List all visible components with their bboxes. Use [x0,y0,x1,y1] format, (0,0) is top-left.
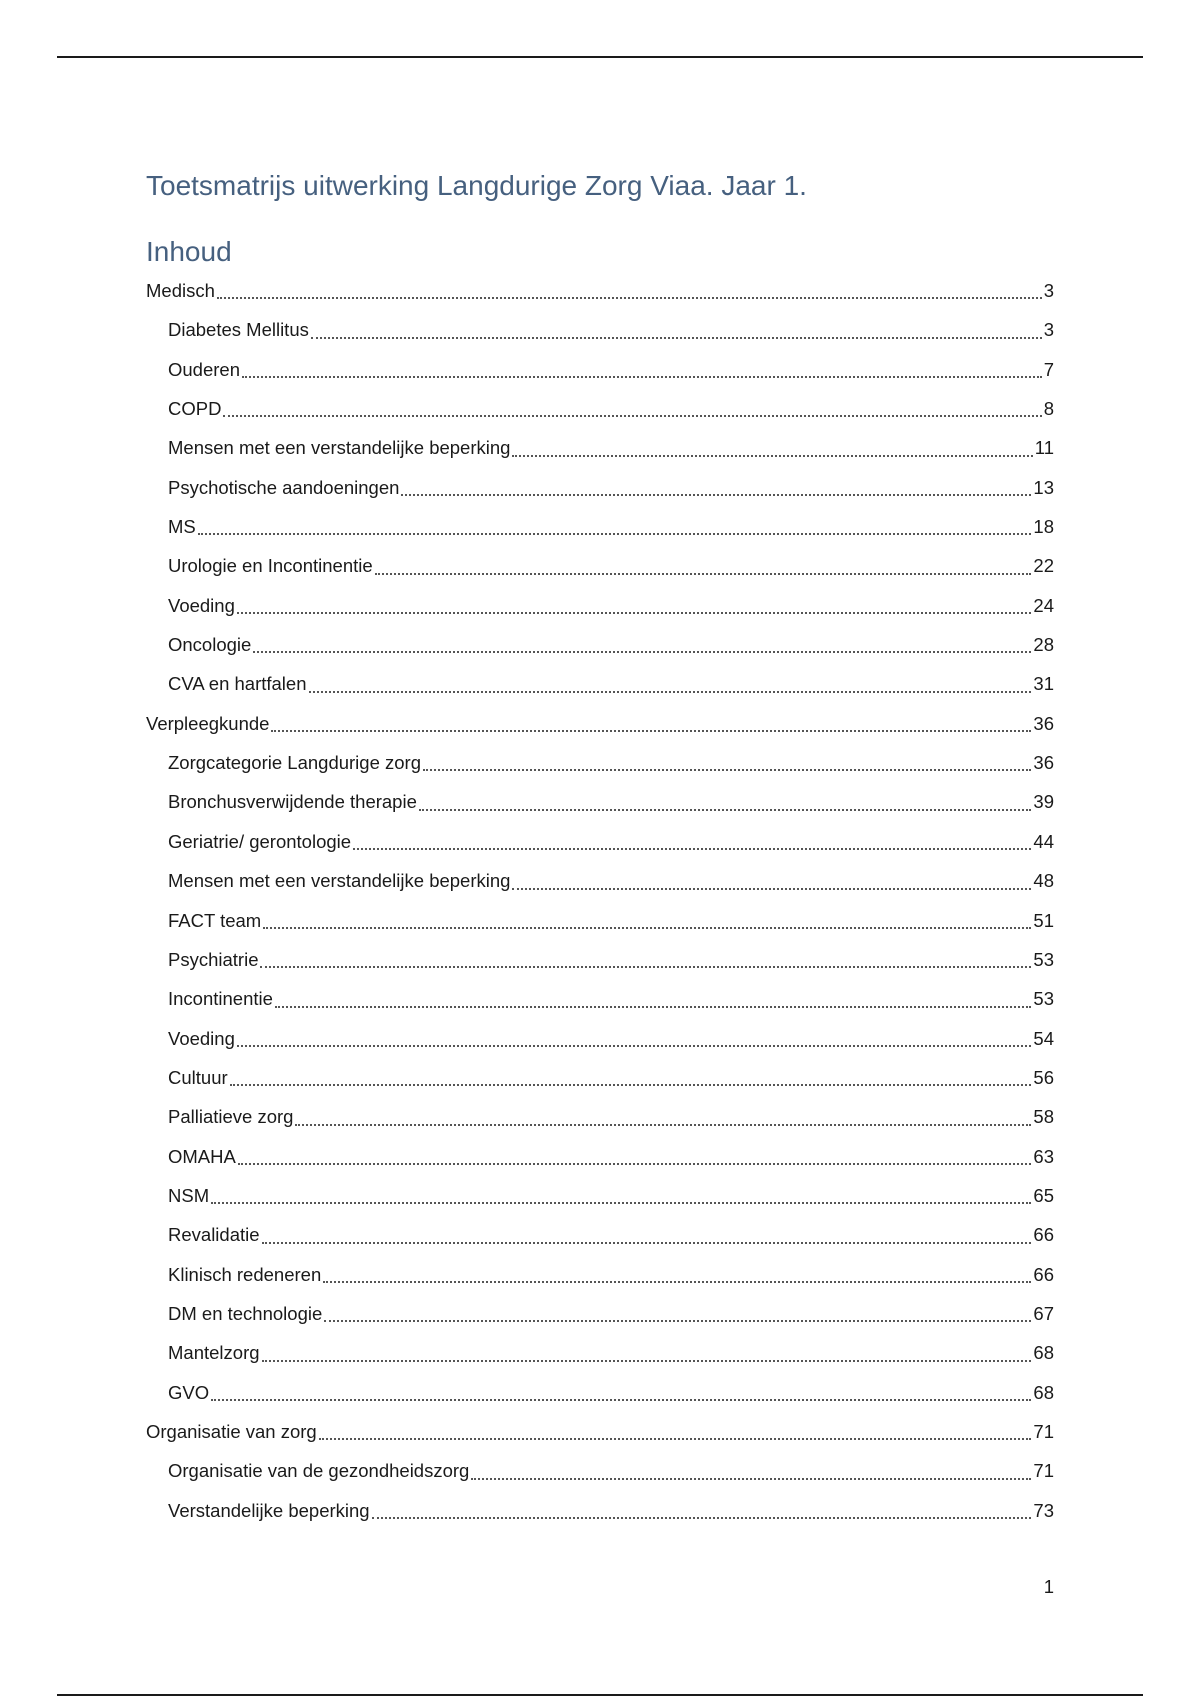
toc-entry-page: 13 [1033,476,1054,498]
toc-entry[interactable] [146,435,1054,474]
toc-dot-leader [230,1083,1032,1086]
toc-entry[interactable] [146,1458,1054,1497]
toc-entry[interactable] [146,750,1054,789]
toc-entry[interactable] [146,947,1054,986]
toc-entry-label: Mantelzorg [168,1342,260,1364]
toc-entry[interactable] [146,1380,1054,1419]
toc-dot-leader [237,1044,1032,1047]
toc-entry-page: 3 [1043,319,1054,341]
toc-dot-leader [319,1437,1032,1440]
toc-entry-page: 53 [1033,948,1054,970]
toc-entry-label: DM en technologie [168,1302,323,1324]
toc-entry[interactable] [146,357,1054,396]
toc-entry[interactable] [146,1104,1054,1143]
toc-entry-page: 7 [1043,358,1054,380]
toc-entry-page: 66 [1033,1263,1054,1285]
toc-entry-label: Psychotische aandoeningen [168,476,400,498]
toc-dot-leader [323,1280,1031,1283]
toc-entry-label: Incontinentie [168,988,273,1010]
toc-heading: Inhoud [146,236,232,267]
toc-entry[interactable] [146,1026,1054,1065]
toc-entry-label: Geriatrie/ gerontologie [168,830,352,852]
toc-entry-page: 73 [1033,1499,1054,1521]
toc-entry-page: 8 [1043,398,1054,420]
toc-dot-leader [309,690,1032,693]
toc-entry-label: COPD [168,398,222,420]
toc-entry-label: Palliatieve zorg [168,1106,294,1128]
toc-entry[interactable] [146,1065,1054,1104]
toc-entry[interactable] [146,789,1054,828]
table-of-contents [146,278,1054,1537]
toc-entry[interactable] [146,1144,1054,1183]
toc-entry-page: 44 [1033,830,1054,852]
toc-dot-leader [512,454,1032,457]
toc-dot-leader [238,1162,1032,1165]
toc-entry-label: Voeding [168,1027,235,1049]
toc-dot-leader [419,808,1032,811]
toc-entry-label: GVO [168,1381,210,1403]
toc-entry-page: 11 [1034,437,1054,459]
toc-entry-page: 31 [1033,673,1054,695]
toc-dot-leader [262,1359,1032,1362]
toc-entry-label: Zorgcategorie Langdurige zorg [168,752,421,774]
toc-entry-label: Mensen met een verstandelijke beperking [168,870,511,892]
toc-entry-page: 53 [1033,988,1054,1010]
toc-dot-leader [211,1201,1031,1204]
toc-dot-leader [242,375,1042,378]
toc-entry[interactable] [146,671,1054,710]
toc-entry-page: 63 [1033,1145,1054,1167]
toc-entry[interactable] [146,1498,1054,1537]
toc-entry[interactable] [146,632,1054,671]
toc-entry-page: 58 [1033,1106,1054,1128]
toc-entry-label: Mensen met een verstandelijke beperking [168,437,511,459]
toc-entry-label: NSM [168,1184,210,1206]
toc-entry[interactable] [146,711,1054,750]
toc-dot-leader [311,336,1042,339]
toc-dot-leader [324,1319,1031,1322]
toc-entry-label: Verpleegkunde [146,712,270,734]
toc-entry-label: Medisch [146,280,215,301]
toc-entry[interactable] [146,868,1054,907]
toc-dot-leader [401,493,1031,496]
toc-entry[interactable] [146,593,1054,632]
toc-dot-leader [260,965,1031,968]
toc-dot-leader [512,887,1031,890]
toc-entry-label: Psychiatrie [168,948,259,970]
toc-entry[interactable] [146,1340,1054,1379]
toc-entry-page: 18 [1033,516,1054,538]
toc-entry-label: OMAHA [168,1145,236,1167]
toc-entry-page: 71 [1033,1420,1054,1442]
toc-dot-leader [263,926,1031,929]
toc-entry-label: FACT team [168,909,262,931]
toc-entry-label: CVA en hartfalen [168,673,307,695]
toc-dot-leader [253,650,1031,653]
toc-entry-label: Bronchusverwijdende therapie [168,791,417,813]
toc-entry-page: 22 [1033,555,1054,577]
toc-entry-page: 54 [1033,1027,1054,1049]
toc-entry-page: 28 [1033,634,1054,656]
toc-entry[interactable] [146,278,1054,317]
toc-entry-page: 3 [1043,280,1054,301]
toc-entry[interactable] [146,829,1054,868]
toc-dot-leader [275,1005,1032,1008]
toc-entry-label: Revalidatie [168,1224,260,1246]
toc-entry[interactable] [146,986,1054,1025]
toc-entry-page: 67 [1033,1302,1054,1324]
toc-entry-label: Urologie en Incontinentie [168,555,373,577]
toc-entry-label: Diabetes Mellitus [168,319,309,341]
toc-dot-leader [423,768,1031,771]
toc-entry[interactable] [146,514,1054,553]
toc-entry-page: 65 [1033,1184,1054,1206]
toc-entry[interactable] [146,1183,1054,1222]
toc-dot-leader [372,1516,1032,1519]
toc-dot-leader [211,1398,1031,1401]
toc-entry-page: 56 [1033,1066,1054,1088]
toc-entry-label: Organisatie van zorg [146,1420,317,1442]
toc-entry[interactable] [146,396,1054,435]
toc-entry-label: Voeding [168,594,235,616]
toc-dot-leader [198,532,1032,535]
toc-entry-label: MS [168,516,196,538]
toc-dot-leader [271,729,1031,732]
toc-entry[interactable] [146,1262,1054,1301]
toc-entry[interactable] [146,1419,1054,1458]
toc-entry-page: 36 [1033,712,1054,734]
page-number: 1 [1043,1576,1054,1597]
footer-rule [57,1694,1143,1696]
toc-entry-page: 39 [1033,791,1054,813]
toc-entry-page: 68 [1033,1381,1054,1403]
toc-entry-page: 36 [1033,752,1054,774]
toc-entry-label: Klinisch redeneren [168,1263,322,1285]
toc-dot-leader [237,611,1032,614]
toc-entry[interactable] [146,317,1054,356]
document-title: Toetsmatrijs uitwerking Langdurige Zorg Viaa. Jaar 1. [146,170,807,201]
toc-dot-leader [262,1241,1032,1244]
toc-dot-leader [353,847,1031,850]
toc-entry[interactable] [146,553,1054,592]
toc-entry[interactable] [146,475,1054,514]
toc-entry-page: 24 [1033,594,1054,616]
toc-entry-label: Cultuur [168,1066,228,1088]
toc-dot-leader [471,1477,1031,1480]
toc-entry-label: Ouderen [168,358,240,380]
toc-entry-page: 71 [1033,1460,1054,1482]
toc-entry-page: 66 [1033,1224,1054,1246]
header-rule [57,56,1143,58]
toc-dot-leader [295,1123,1031,1126]
toc-dot-leader [375,572,1032,575]
toc-entry-page: 48 [1033,870,1054,892]
toc-entry[interactable] [146,1222,1054,1261]
toc-entry-label: Oncologie [168,634,252,656]
toc-entry[interactable] [146,1301,1054,1340]
toc-entry-label: Verstandelijke beperking [168,1499,370,1521]
toc-entry-page: 51 [1033,909,1054,931]
toc-dot-leader [217,296,1042,299]
toc-entry[interactable] [146,908,1054,947]
toc-entry-label: Organisatie van de gezondheidszorg [168,1460,470,1482]
toc-dot-leader [223,414,1041,417]
toc-entry-page: 68 [1033,1342,1054,1364]
